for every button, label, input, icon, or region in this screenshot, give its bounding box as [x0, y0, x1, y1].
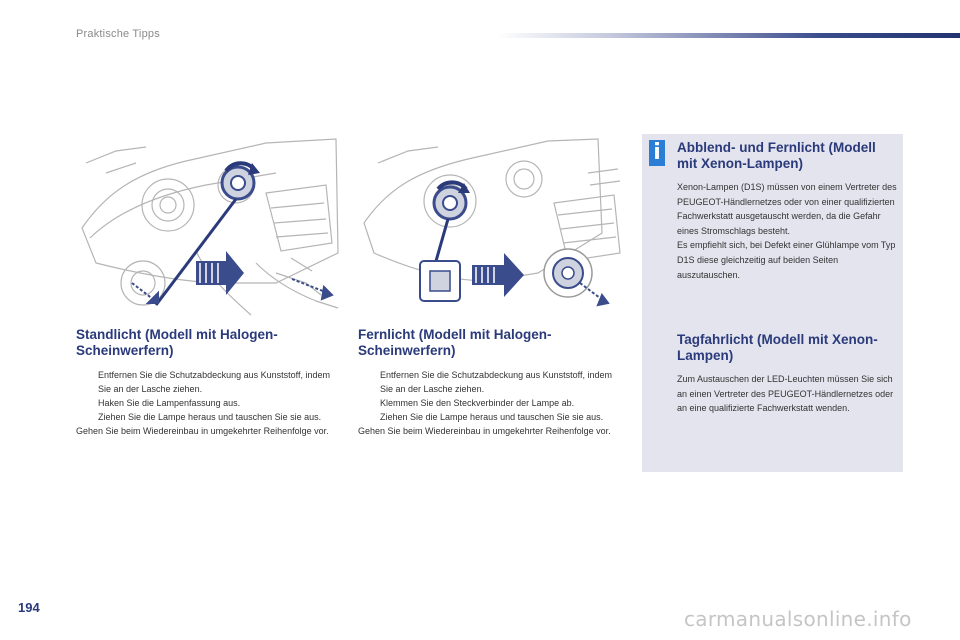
- step-item: [76, 410, 338, 424]
- watermark: carmanualsonline.info: [684, 607, 912, 631]
- info-panel: [642, 134, 903, 472]
- step-text: Entfernen Sie die Schutzabdeckung aus Kunststoff, indem Sie an der Lasche ziehen.: [98, 370, 330, 394]
- header-bar: [498, 33, 960, 38]
- page-number: 194: [18, 600, 40, 615]
- step-item: [358, 396, 620, 410]
- step-item: [76, 368, 338, 396]
- info-icon: i: [649, 140, 665, 166]
- reassembly-note: Gehen Sie beim Wiedereinbau in umgekehrter Reihenfolge vor.: [76, 426, 329, 436]
- step-text: Entfernen Sie die Schutzabdeckung aus Kunststoff, indem Sie an der Lasche ziehen.: [380, 370, 612, 394]
- connector-detail-icon: [420, 261, 460, 301]
- xenon-info-block: [677, 140, 899, 282]
- illustration-main-beam: [358, 133, 622, 318]
- drl-title: Tagfahrlicht (Modell mit Xenon-Lampen): [677, 332, 878, 363]
- xenon-text: Xenon-Lampen (D1S) müssen von einem Vertreter des PEUGEOT-Händlernetzes oder von einer qualifizierten Fachwerkstatt ausgetauscht werden, da die Gefahr eines Stromschlags besteht.: [677, 182, 897, 236]
- step-text: Ziehen Sie die Lampe heraus und tauschen Sie sie aus.: [380, 412, 604, 422]
- xenon-title: Abblend- und Fernlicht (Modell mit Xenon-Lampen): [677, 140, 876, 171]
- illustration-parking-light: [76, 133, 340, 318]
- parking-light-section: [76, 327, 338, 438]
- drl-info-block: [677, 332, 899, 416]
- parking-light-title: Standlicht (Modell mit Halogen-Scheinwerfern): [76, 327, 278, 358]
- step-item: [358, 410, 620, 424]
- section-header: Praktische Tipps: [76, 28, 160, 40]
- step-text: Haken Sie die Lampenfassung aus.: [98, 398, 241, 408]
- step-text: Ziehen Sie die Lampe heraus und tauschen Sie sie aus.: [98, 412, 322, 422]
- bulb-detail-icon: [544, 249, 592, 297]
- xenon-text-advice: Es empfiehlt sich, bei Defekt einer Glühlampe vom Typ D1S diese gleichzeitig auf beiden Seiten auszutauschen.: [677, 240, 896, 280]
- main-beam-section: [358, 327, 620, 438]
- headlamp-housing-drawing: [76, 133, 340, 318]
- step-item: [76, 396, 338, 410]
- reassembly-note: Gehen Sie beim Wiedereinbau in umgekehrter Reihenfolge vor.: [358, 426, 611, 436]
- step-item: [358, 368, 620, 396]
- step-text: Klemmen Sie den Steckverbinder der Lampe ab.: [380, 398, 575, 408]
- main-beam-title: Fernlicht (Modell mit Halogen-Scheinwerfern): [358, 327, 552, 358]
- drl-text: Zum Austauschen der LED-Leuchten müssen Sie sich an einen Vertreter des PEUGEOT-Händlernetzes oder an eine qualifizierte Fachwerkstatt wenden.: [677, 374, 894, 414]
